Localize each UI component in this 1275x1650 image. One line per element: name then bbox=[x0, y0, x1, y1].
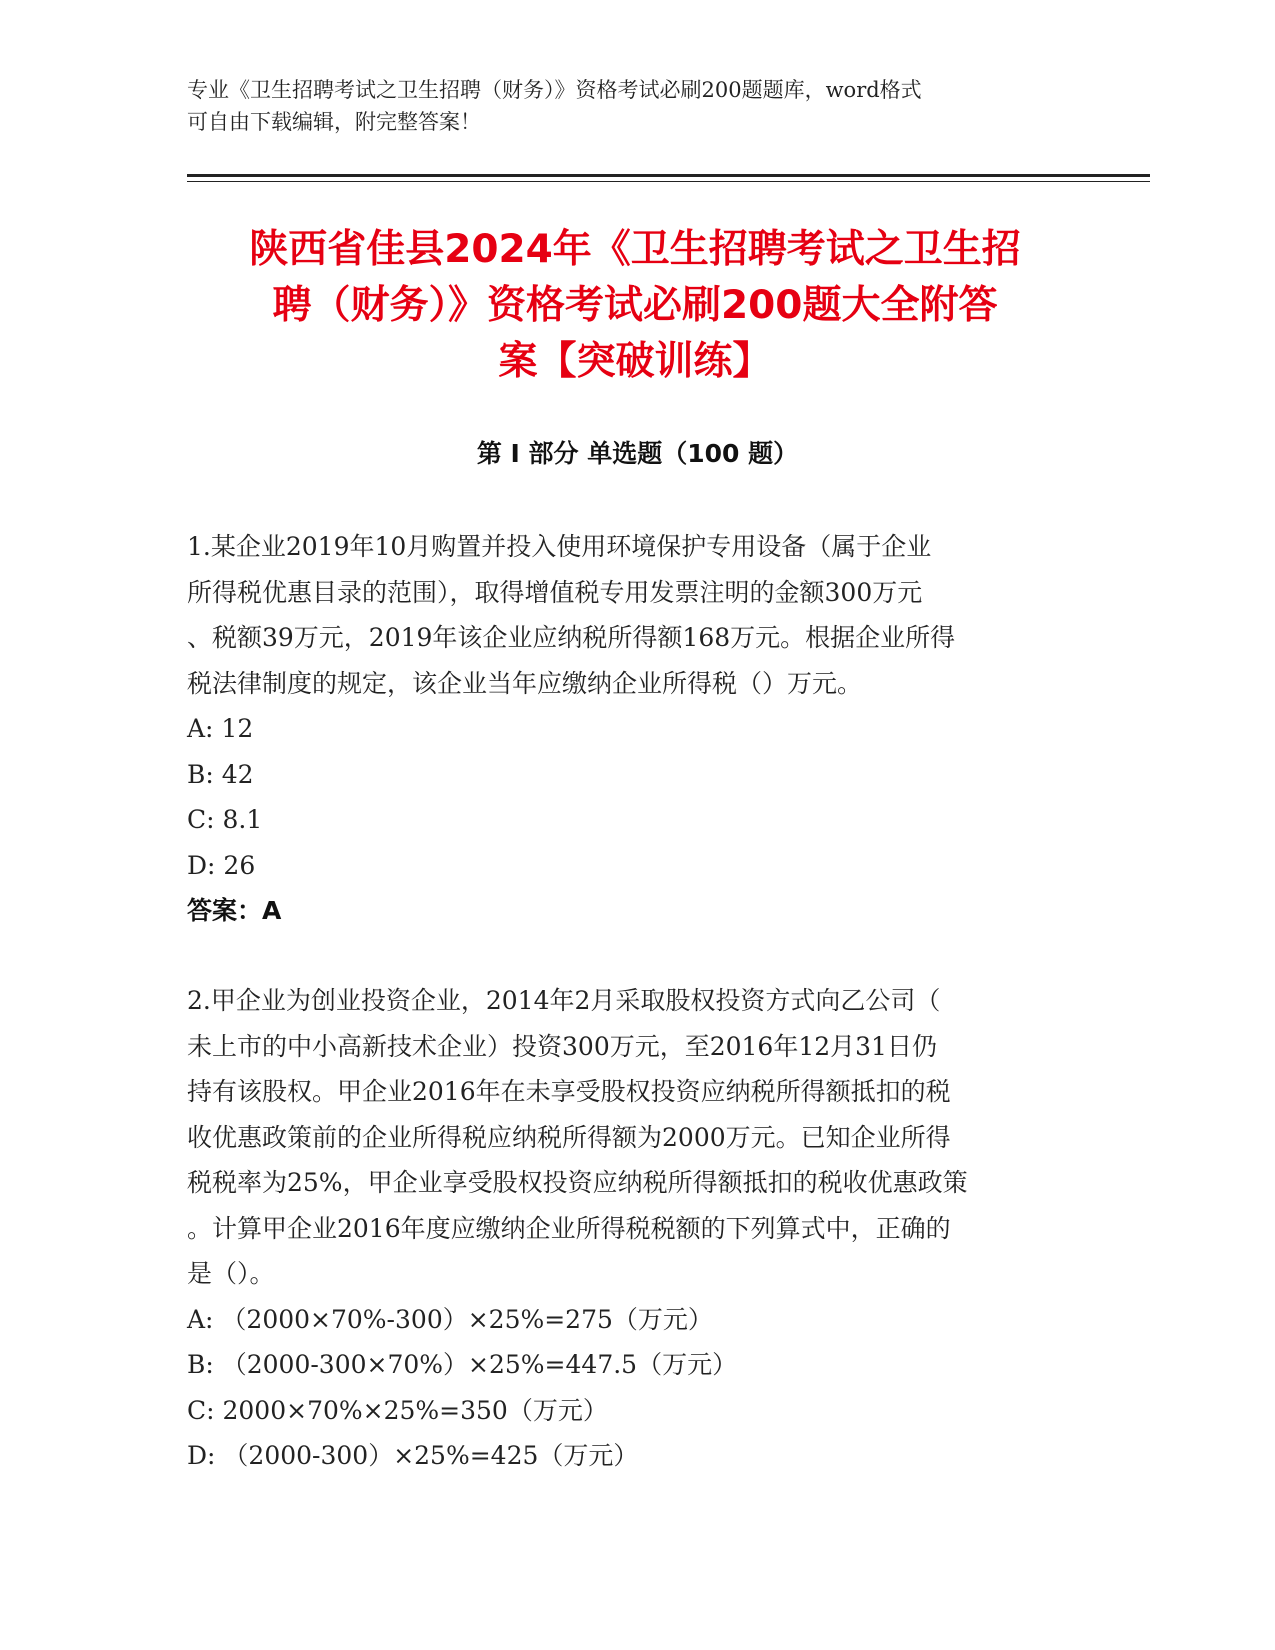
question-stem-line: 2.甲企业为创业投资企业，2014年2月采取股权投资方式向乙公司（ bbox=[187, 986, 941, 1015]
question-stem-line: 税税率为25%，甲企业享受股权投资应纳税所得额抵扣的税收优惠政策 bbox=[187, 1168, 968, 1197]
question-stem-line: 1.某企业2019年10月购置并投入使用环境保护专用设备（属于企业 bbox=[187, 532, 932, 561]
question-stem-line: 收优惠政策前的企业所得税应纳税所得额为2000万元。已知企业所得 bbox=[187, 1122, 951, 1152]
title-line-2: 聘（财务）》资格考试必刷200题大全附答 bbox=[272, 283, 998, 328]
question-stem-line: 未上市的中小高新技术企业）投资300万元，至2016年12月31日仍 bbox=[187, 1031, 937, 1061]
question-1 bbox=[187, 524, 1087, 934]
option-a: A: 12 bbox=[187, 714, 254, 743]
option-c: C: 2000×70%×25%=350（万元） bbox=[187, 1395, 608, 1425]
question-stem-line: 持有该股权。甲企业2016年在未享受股权投资应纳税所得额抵扣的税 bbox=[187, 1077, 951, 1106]
header-line-2: 可自由下载编辑，附完整答案！ bbox=[187, 110, 481, 134]
section-heading: 第 I 部分 单选题（100 题） bbox=[476, 439, 799, 468]
option-b: B: （2000-300×70%）×25%=447.5（万元） bbox=[187, 1350, 738, 1379]
answer-line: 答案：A bbox=[187, 896, 282, 925]
document-header bbox=[187, 74, 1067, 138]
option-d: D: 26 bbox=[187, 850, 256, 880]
title-line-1: 陕西省佳县2024年《卫生招聘考试之卫生招 bbox=[249, 227, 1021, 272]
title-line-3: 案【突破训练】 bbox=[498, 339, 772, 384]
question-stem-line: 所得税优惠目录的范围），取得增值税专用发票注明的金额300万元 bbox=[187, 577, 923, 607]
document-title bbox=[160, 222, 1110, 390]
question-stem-line: 是（）。 bbox=[187, 1259, 275, 1288]
header-divider-thick bbox=[187, 174, 1150, 177]
question-stem-line: 。计算甲企业2016年度应缴纳企业所得税税额的下列算式中，正确的 bbox=[187, 1213, 951, 1243]
header-line-1: 专业《卫生招聘考试之卫生招聘（财务）》资格考试必刷200题题库，word格式 bbox=[187, 78, 922, 102]
question-2 bbox=[187, 978, 1087, 1479]
option-b: B: 42 bbox=[187, 759, 254, 789]
option-c: C: 8.1 bbox=[187, 805, 263, 834]
question-stem-line: 、税额39万元，2019年该企业应纳税所得额168万元。根据企业所得 bbox=[187, 623, 956, 652]
header-divider-thin bbox=[187, 181, 1150, 182]
option-a: A: （2000×70%-300）×25%=275（万元） bbox=[187, 1304, 713, 1334]
question-stem-line: 税法律制度的规定，该企业当年应缴纳企业所得税（）万元。 bbox=[187, 668, 863, 698]
option-d: D: （2000-300）×25%=425（万元） bbox=[187, 1441, 639, 1470]
